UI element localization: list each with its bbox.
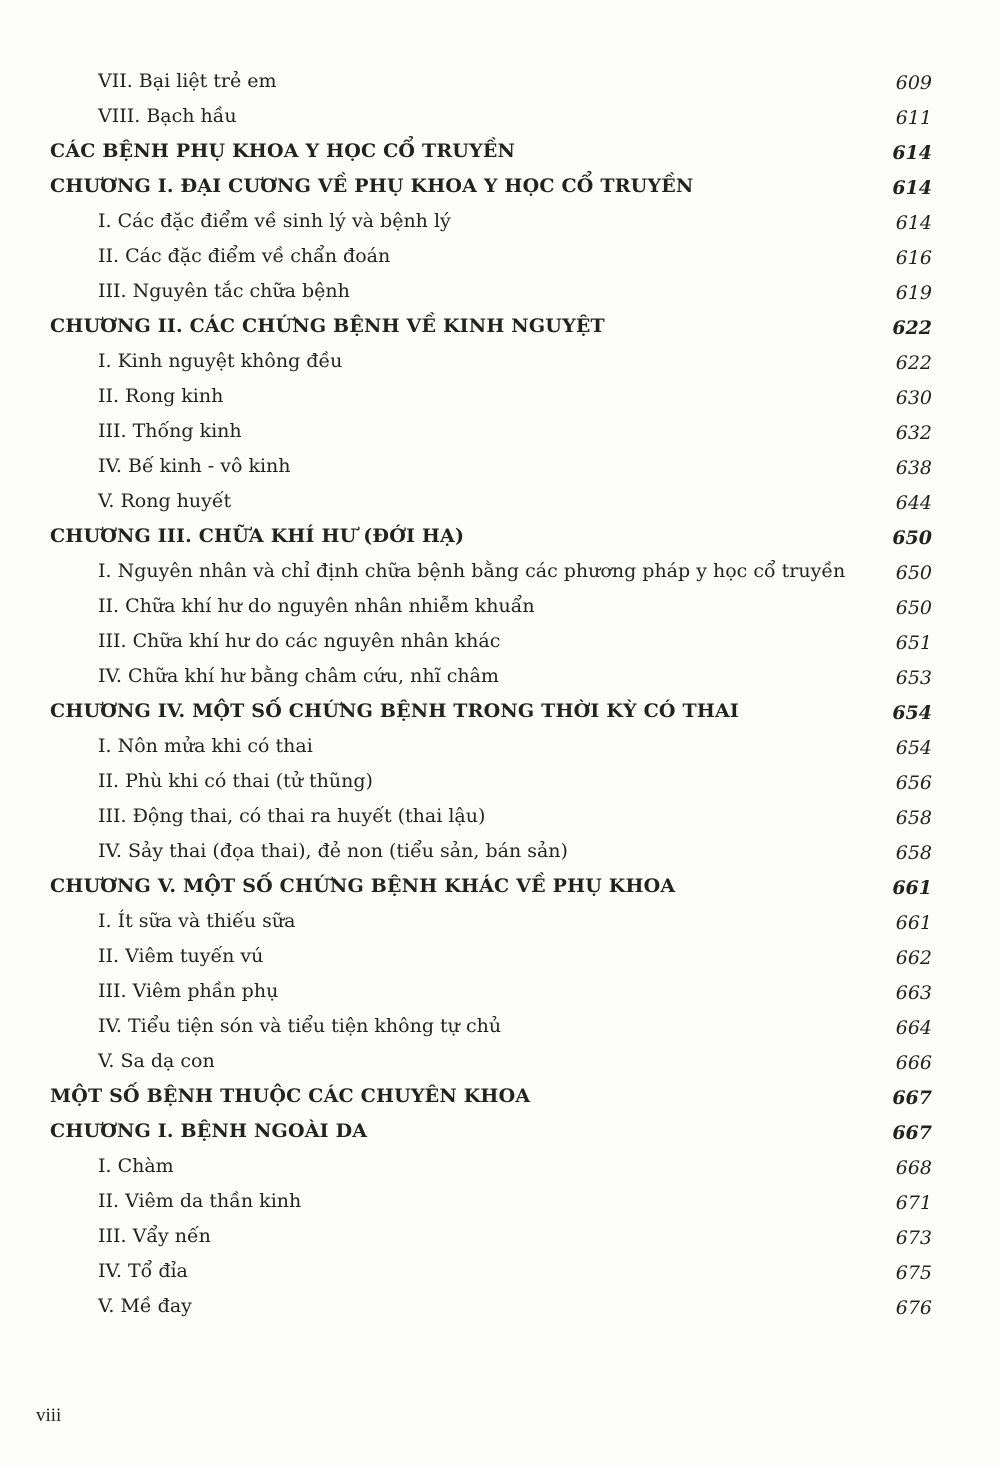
toc-page-number: 622 xyxy=(892,317,932,339)
toc-page-number: 656 xyxy=(895,772,932,794)
toc-entry xyxy=(0,309,1000,344)
toc-entry xyxy=(0,799,1000,834)
toc-item-title: II. Các đặc điểm về chẩn đoán xyxy=(98,245,391,267)
toc-entry xyxy=(0,1114,1000,1149)
toc-item-title: IV. Tổ đỉa xyxy=(98,1260,188,1282)
toc-page-number: 614 xyxy=(895,212,932,234)
toc-entry xyxy=(0,554,1000,589)
toc-item-title: IV. Bế kinh - vô kinh xyxy=(98,455,291,477)
toc-item-title: VII. Bại liệt trẻ em xyxy=(98,70,277,92)
toc-item-title: III. Chữa khí hư do các nguyên nhân khác xyxy=(98,630,501,652)
toc-item-title: II. Viêm tuyến vú xyxy=(98,945,264,967)
toc-entry xyxy=(0,134,1000,169)
toc-entry xyxy=(0,1044,1000,1079)
page-number-footer: viii xyxy=(36,1405,62,1426)
toc-page-number: 666 xyxy=(895,1052,932,1074)
toc-item-title: V. Sa dạ con xyxy=(98,1050,215,1072)
toc-entry xyxy=(0,764,1000,799)
toc-entry xyxy=(0,169,1000,204)
toc-entry xyxy=(0,204,1000,239)
toc-item-title: I. Kinh nguyệt không đều xyxy=(98,350,343,372)
toc-item-title: II. Chữa khí hư do nguyên nhân nhiễm khuẩn xyxy=(98,595,535,617)
toc-entry xyxy=(0,659,1000,694)
toc-page-number: 650 xyxy=(895,562,932,584)
toc-entry xyxy=(0,99,1000,134)
toc-entry xyxy=(0,834,1000,869)
toc-item-title: II. Viêm da thần kinh xyxy=(98,1190,302,1212)
toc-entry xyxy=(0,449,1000,484)
toc-page-number: 644 xyxy=(895,492,932,514)
toc-section-title: CHƯƠNG II. CÁC CHỨNG BỆNH VỀ KINH NGUYỆT xyxy=(50,315,605,337)
toc-entry xyxy=(0,1184,1000,1219)
toc-entry xyxy=(0,1254,1000,1289)
toc-page-number: 650 xyxy=(895,597,932,619)
toc-page-number: 630 xyxy=(895,387,932,409)
toc-entry xyxy=(0,1219,1000,1254)
toc-entry xyxy=(0,274,1000,309)
toc-entry xyxy=(0,1289,1000,1324)
toc-entry xyxy=(0,904,1000,939)
toc-entry xyxy=(0,414,1000,449)
toc-page-number: 619 xyxy=(895,282,932,304)
toc-page-number: 611 xyxy=(895,107,932,129)
toc-item-title: II. Rong kinh xyxy=(98,385,224,407)
toc-item-title: I. Ít sữa và thiếu sữa xyxy=(98,910,296,932)
toc-section-title: MỘT SỐ BỆNH THUỘC CÁC CHUYÊN KHOA xyxy=(50,1085,531,1107)
toc-page-number: 675 xyxy=(895,1262,932,1284)
toc-item-title: III. Viêm phần phụ xyxy=(98,980,279,1002)
toc-item-title: I. Nôn mửa khi có thai xyxy=(98,735,313,757)
toc-item-title: V. Rong huyết xyxy=(98,490,232,512)
toc-page-number: 653 xyxy=(895,667,932,689)
toc-page-number: 676 xyxy=(895,1297,932,1319)
toc-entry xyxy=(0,484,1000,519)
toc-page-number: 654 xyxy=(895,737,932,759)
toc-entry xyxy=(0,519,1000,554)
toc-page-number: 664 xyxy=(895,1017,932,1039)
toc-entry xyxy=(0,939,1000,974)
toc-page-number: 650 xyxy=(892,527,932,549)
toc-entry xyxy=(0,64,1000,99)
toc-item-title: IV. Sảy thai (đọa thai), đẻ non (tiểu sản, bán sản) xyxy=(98,840,568,862)
toc-entry xyxy=(0,974,1000,1009)
toc-item-title: I. Các đặc điểm về sinh lý và bệnh lý xyxy=(98,210,451,232)
toc-page-number: 651 xyxy=(895,632,932,654)
toc-page-number: 663 xyxy=(895,982,932,1004)
toc-page-number: 658 xyxy=(895,807,932,829)
toc-page-number: 638 xyxy=(895,457,932,479)
toc-section-title: CHƯƠNG IV. MỘT SỐ CHỨNG BỆNH TRONG THỜI KỲ CÓ THAI xyxy=(50,700,740,722)
toc-page-number: 668 xyxy=(895,1157,932,1179)
toc-page-number: 661 xyxy=(895,912,932,934)
toc-entry xyxy=(0,1009,1000,1044)
toc-page-number: 671 xyxy=(895,1192,932,1214)
toc-page-number: 654 xyxy=(892,702,932,724)
toc-entry xyxy=(0,239,1000,274)
toc-item-title: III. Nguyên tắc chữa bệnh xyxy=(98,280,350,302)
toc-item-title: IV. Tiểu tiện són và tiểu tiện không tự chủ xyxy=(98,1015,502,1037)
toc-section-title: CHƯƠNG I. BỆNH NGOÀI DA xyxy=(50,1120,368,1142)
toc-page-number: 658 xyxy=(895,842,932,864)
toc-item-title: V. Mề đay xyxy=(98,1295,192,1317)
toc-entry xyxy=(0,869,1000,904)
toc-page-number: 609 xyxy=(895,72,932,94)
toc-page-number: 673 xyxy=(895,1227,932,1249)
toc-item-title: IV. Chữa khí hư bằng châm cứu, nhĩ châm xyxy=(98,665,499,687)
toc-item-title: VIII. Bạch hầu xyxy=(98,105,237,127)
toc-entry xyxy=(0,729,1000,764)
toc-section-title: CHƯƠNG III. CHỮA KHÍ HƯ (ĐỚI HẠ) xyxy=(50,525,465,547)
toc-item-title: I. Chàm xyxy=(98,1155,174,1177)
toc-item-title: I. Nguyên nhân và chỉ định chữa bệnh bằng các phương pháp y học cổ truyền xyxy=(98,560,846,582)
toc-page-number: 622 xyxy=(895,352,932,374)
toc-page-number: 614 xyxy=(892,142,932,164)
toc-entry xyxy=(0,589,1000,624)
toc-section-title: CHƯƠNG V. MỘT SỐ CHỨNG BỆNH KHÁC VỀ PHỤ KHOA xyxy=(50,875,676,897)
toc-page-number: 616 xyxy=(895,247,932,269)
toc-item-title: III. Thống kinh xyxy=(98,420,242,442)
toc-page-number: 661 xyxy=(892,877,932,899)
toc-entry xyxy=(0,624,1000,659)
toc-page-number: 667 xyxy=(892,1087,932,1109)
toc-item-title: III. Động thai, có thai ra huyết (thai lậu) xyxy=(98,805,486,827)
toc-page-number: 632 xyxy=(895,422,932,444)
toc-item-title: III. Vẩy nến xyxy=(98,1225,211,1247)
toc-page-number: 662 xyxy=(895,947,932,969)
toc-entry xyxy=(0,694,1000,729)
toc-entry xyxy=(0,344,1000,379)
toc-entry xyxy=(0,1079,1000,1114)
toc-page-number: 614 xyxy=(892,177,932,199)
toc-entry xyxy=(0,1149,1000,1184)
toc-page-number: 667 xyxy=(892,1122,932,1144)
table-of-contents xyxy=(0,64,1000,1324)
toc-item-title: II. Phù khi có thai (tử thũng) xyxy=(98,770,373,792)
toc-section-title: CÁC BỆNH PHỤ KHOA Y HỌC CỔ TRUYỀN xyxy=(50,140,516,162)
toc-entry xyxy=(0,379,1000,414)
toc-section-title: CHƯƠNG I. ĐẠI CƯƠNG VỀ PHỤ KHOA Y HỌC CỔ TRUYỀN xyxy=(50,175,694,197)
